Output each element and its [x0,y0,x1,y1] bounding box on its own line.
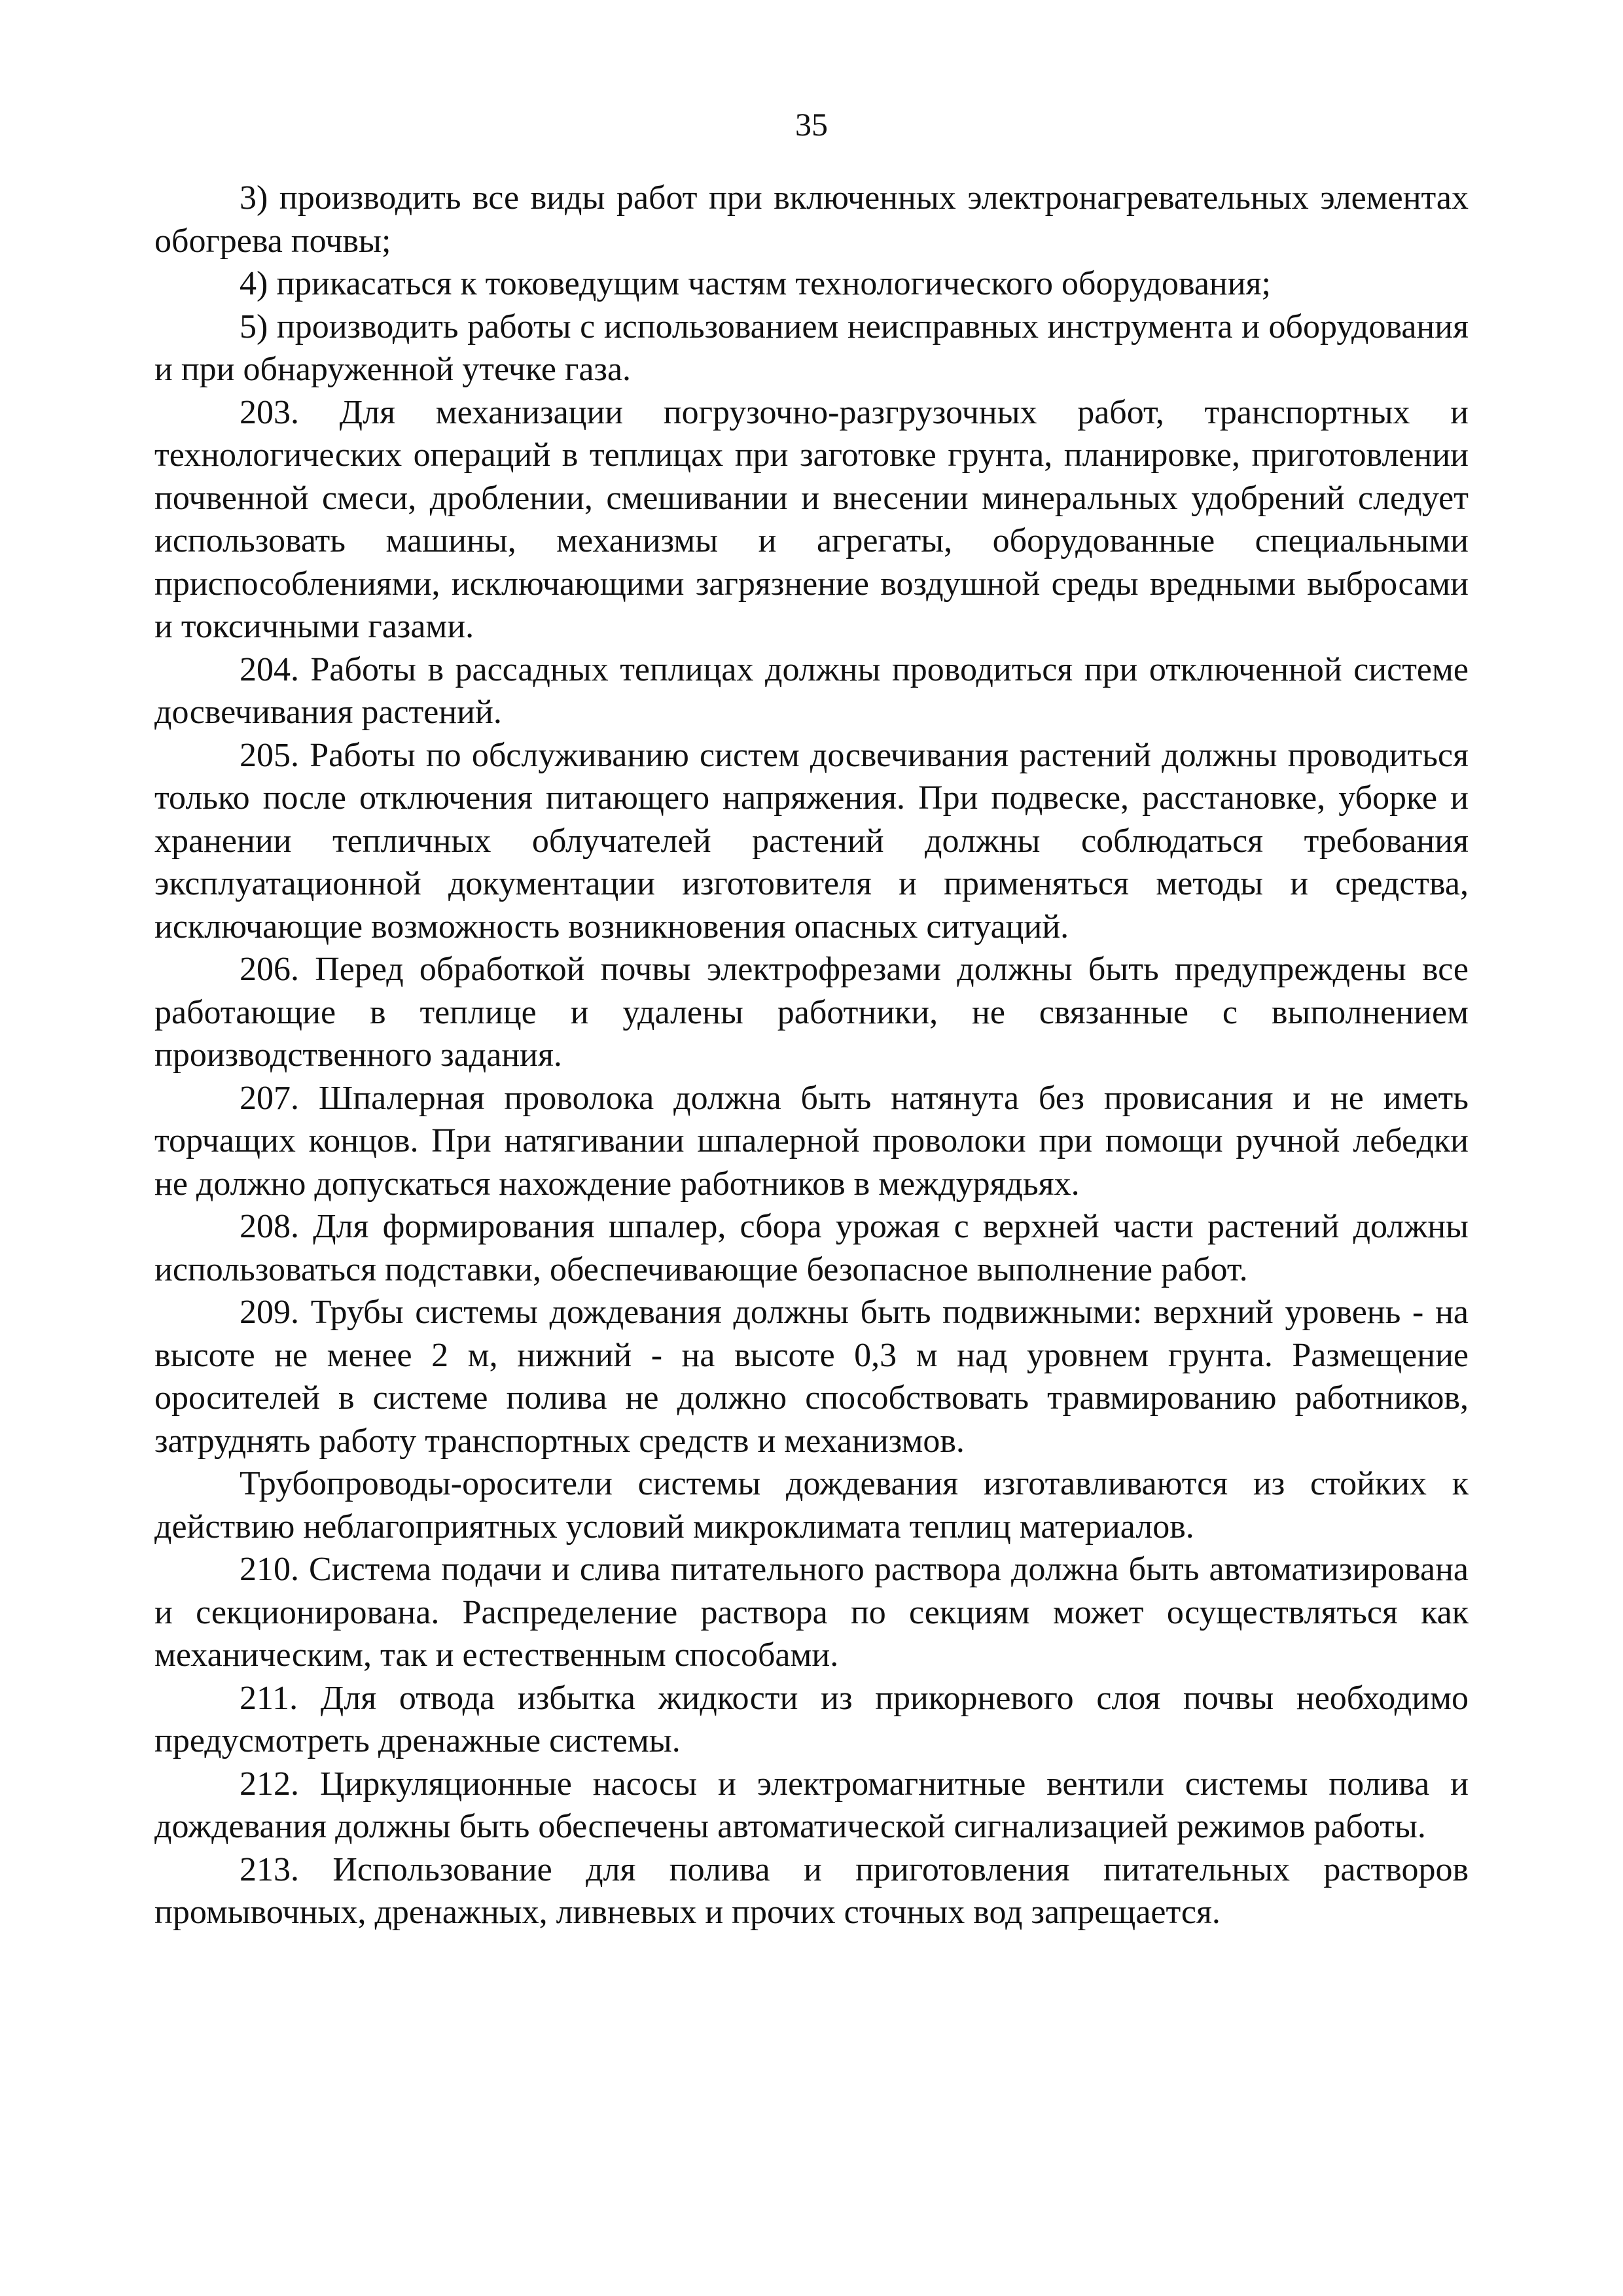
clause-212: 212. Циркуляционные насосы и электромагнитные вентили системы полива и дождевания должны быть обеспечены автоматической сигнализацией режимов работы. [154,1765,1469,1845]
document-body [154,177,1469,1934]
clause-209-continuation: Трубопроводы-оросители системы дождевания изготавливаются из стойких к действию неблагоприятных условий микроклимата теплиц материалов. [154,1465,1469,1545]
list-item-4: 4) прикасаться к токоведущим частям технологического оборудования; [240,265,1271,302]
clause-206: 206. Перед обработкой почвы электрофрезами должны быть предупреждены все работающие в теплице и удалены работники, не связанные с выполнением производственного задания. [154,951,1469,1074]
clause-211: 211. Для отвода избытка жидкости из прикорневого слоя почвы необходимо предусмотреть дренажные системы. [154,1679,1469,1759]
clause-207: 207. Шпалерная проволока должна быть натянута без провисания и не иметь торчащих концов. При натягивании шпалерной проволоки при помощи ручной лебедки не должно допускаться нахождение работников в междурядьях. [154,1079,1469,1203]
list-item-5: 5) производить работы с использованием неисправных инструмента и оборудования и при обнаруженной утечке газа. [154,308,1469,388]
list-item-3: 3) производить все виды работ при включенных электронагревательных элементах обогрева почвы; [154,179,1469,260]
clause-203: 203. Для механизации погрузочно-разгрузочных работ, транспортных и технологических операций в теплицах при заготовке грунта, планировке, приготовлении почвенной смеси, дроблении, смешивании и внесении минеральных удобрений следует использовать машины, механизмы и агрегаты, оборудованные специальными приспособлениями, исключающими загрязнение воздушной среды вредными выбросами и токсичными газами. [154,393,1469,645]
clause-209: 209. Трубы системы дождевания должны быть подвижными: верхний уровень - на высоте не менее 2 м, нижний - на высоте 0,3 м над уровнем грунта. Размещение оросителей в системе полива не должно способствовать травмированию работников, затруднять работу транспортных средств и механизмов. [154,1294,1469,1460]
page-number: 35 [795,106,828,143]
clause-208: 208. Для формирования шпалер, сбора урожая с верхней части растений должны использоваться подставки, обеспечивающие безопасное выполнение работ. [154,1208,1469,1288]
clause-205: 205. Работы по обслуживанию систем досвечивания растений должны проводиться только после отключения питающего напряжения. При подвеске, расстановке, уборке и хранении тепличных облучателей растений должны соблюдаться требования эксплуатационной документации изготовителя и применяться методы и средства, исключающие возможность возникновения опасных ситуаций. [154,736,1469,945]
clause-213: 213. Использование для полива и приготовления питательных растворов промывочных, дренажных, ливневых и прочих сточных вод запрещается. [154,1850,1469,1931]
clause-204: 204. Работы в рассадных теплицах должны проводиться при отключенной системе досвечивания растений. [154,650,1469,731]
clause-210: 210. Система подачи и слива питательного раствора должна быть автоматизирована и секционирована. Распределение раствора по секциям может осуществляться как механическим, так и естественным способами. [154,1551,1469,1674]
